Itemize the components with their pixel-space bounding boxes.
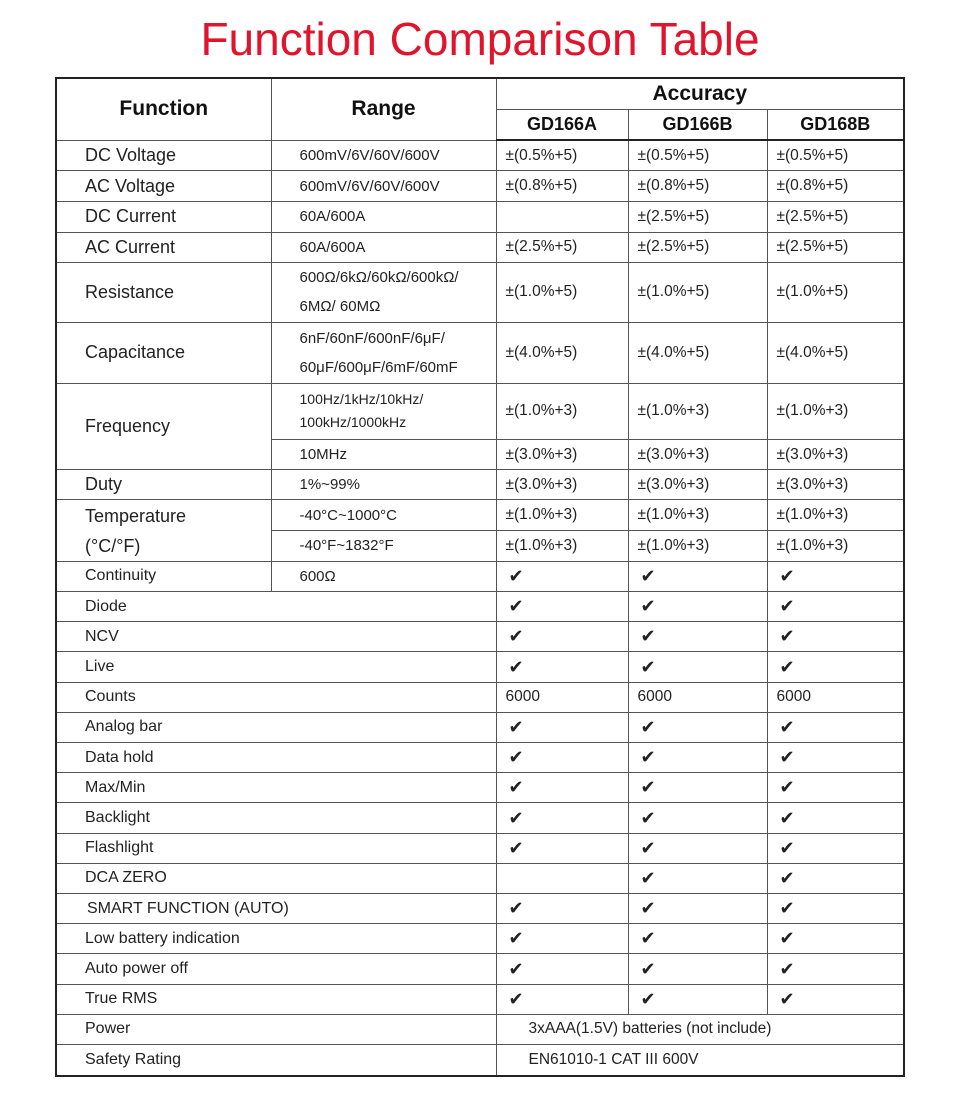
- check-icon: ✔: [628, 924, 767, 954]
- power-value: 3xAAA(1.5V) batteries (not include): [496, 1014, 904, 1044]
- check-icon: ✔: [767, 984, 904, 1014]
- table-row: [56, 863, 904, 893]
- check-icon: ✔: [767, 833, 904, 863]
- table-row: [56, 803, 904, 833]
- range-cell: -40°F~1832°F: [271, 531, 496, 562]
- check-icon: ✔: [496, 833, 628, 863]
- check-icon: ✔: [496, 652, 628, 682]
- check-icon: ✔: [767, 622, 904, 652]
- value-cell: ±(3.0%+3): [496, 470, 628, 500]
- range-header: Range: [271, 78, 496, 140]
- value-cell: ±(1.0%+3): [628, 531, 767, 562]
- range-line: 60μF/600μF/6mF/60mF: [299, 358, 458, 376]
- function-cell: Low battery indication: [56, 924, 496, 954]
- function-cell: AC Voltage: [56, 171, 271, 202]
- range-cell: 60A/600A: [271, 202, 496, 232]
- value-cell: 6000: [767, 682, 904, 712]
- value-cell: ±(1.0%+5): [767, 262, 904, 322]
- table-row: [56, 773, 904, 803]
- table-row: [56, 622, 904, 652]
- comparison-table: [55, 77, 905, 1077]
- range-line: 600Ω/6kΩ/60kΩ/600kΩ/: [299, 269, 459, 287]
- check-icon: ✔: [628, 984, 767, 1014]
- function-cell: SMART FUNCTION (AUTO): [56, 894, 496, 924]
- function-cell: True RMS: [56, 984, 496, 1014]
- table-row: [56, 652, 904, 682]
- table-row: [56, 894, 904, 924]
- value-cell: ±(1.0%+3): [496, 500, 628, 531]
- range-cell: [271, 323, 496, 383]
- check-icon: ✔: [628, 954, 767, 984]
- value-cell: ±(3.0%+3): [767, 440, 904, 470]
- function-cell: Auto power off: [56, 954, 496, 984]
- value-cell: ±(2.5%+5): [628, 232, 767, 262]
- value-cell: ±(0.8%+5): [496, 171, 628, 202]
- value-cell: ±(1.0%+5): [496, 262, 628, 322]
- function-cell: NCV: [56, 622, 496, 652]
- range-cell: 600Ω: [271, 561, 496, 591]
- value-cell: ±(3.0%+3): [628, 470, 767, 500]
- range-cell: 600mV/6V/60V/600V: [271, 140, 496, 170]
- check-icon: ✔: [767, 803, 904, 833]
- check-icon: ✔: [496, 984, 628, 1014]
- value-cell: ±(0.5%+5): [767, 140, 904, 170]
- function-cell: DCA ZERO: [56, 863, 496, 893]
- model-header-gd166b: GD166B: [628, 109, 767, 140]
- function-cell: Safety Rating: [56, 1045, 496, 1076]
- range-cell: [271, 262, 496, 322]
- check-icon: ✔: [628, 773, 767, 803]
- function-cell: Max/Min: [56, 773, 496, 803]
- range-cell: [271, 383, 496, 439]
- value-cell: ±(1.0%+3): [496, 383, 628, 439]
- range-line: 100kHz/1000kHz: [299, 414, 407, 431]
- check-icon: ✔: [767, 924, 904, 954]
- check-icon: ✔: [767, 773, 904, 803]
- check-icon: ✔: [628, 712, 767, 742]
- function-cell: [56, 500, 271, 561]
- range-cell: -40°C~1000°C: [271, 500, 496, 531]
- safety-rating-value: EN61010-1 CAT III 600V: [496, 1045, 904, 1076]
- table-row: [56, 232, 904, 262]
- check-icon: ✔: [628, 743, 767, 773]
- value-cell: ±(2.5%+5): [628, 202, 767, 232]
- function-line: (°C/°F): [85, 535, 141, 556]
- check-icon: ✔: [628, 803, 767, 833]
- table-row: [56, 470, 904, 500]
- table-row: [56, 323, 904, 383]
- check-icon: ✔: [628, 652, 767, 682]
- value-cell: ±(1.0%+3): [496, 531, 628, 562]
- check-icon: ✔: [496, 712, 628, 742]
- range-line: 6MΩ/ 60MΩ: [299, 298, 381, 316]
- value-cell: ±(1.0%+3): [767, 383, 904, 439]
- value-cell: ±(1.0%+5): [628, 262, 767, 322]
- check-icon: ✔: [767, 561, 904, 591]
- value-cell: ±(4.0%+5): [628, 323, 767, 383]
- value-cell: ±(3.0%+3): [496, 440, 628, 470]
- table-row: [56, 202, 904, 232]
- value-cell: ±(0.8%+5): [628, 171, 767, 202]
- check-icon: ✔: [767, 863, 904, 893]
- range-cell: 10MHz: [271, 440, 496, 470]
- check-icon: ✔: [496, 803, 628, 833]
- value-cell: ±(0.5%+5): [496, 140, 628, 170]
- check-icon: ✔: [628, 894, 767, 924]
- function-cell: Power: [56, 1014, 496, 1044]
- model-header-gd166a: GD166A: [496, 109, 628, 140]
- range-cell: 600mV/6V/60V/600V: [271, 171, 496, 202]
- check-icon: ✔: [628, 863, 767, 893]
- function-cell: Capacitance: [56, 323, 271, 383]
- range-cell: 1%~99%: [271, 470, 496, 500]
- check-icon: ✔: [496, 743, 628, 773]
- function-cell: DC Current: [56, 202, 271, 232]
- function-cell: Analog bar: [56, 712, 496, 742]
- table-row: [56, 592, 904, 622]
- value-cell: ±(2.5%+5): [767, 232, 904, 262]
- check-icon: ✔: [496, 592, 628, 622]
- table-row: [56, 171, 904, 202]
- function-cell: Duty: [56, 470, 271, 500]
- check-icon: ✔: [628, 622, 767, 652]
- function-header: Function: [56, 78, 271, 140]
- header-row: [56, 78, 904, 109]
- function-cell: Data hold: [56, 743, 496, 773]
- value-cell: ±(0.5%+5): [628, 140, 767, 170]
- table-row: [56, 383, 904, 439]
- table-row: [56, 712, 904, 742]
- check-icon: ✔: [767, 954, 904, 984]
- function-cell: Diode: [56, 592, 496, 622]
- check-icon: ✔: [496, 622, 628, 652]
- value-cell: ±(1.0%+3): [767, 531, 904, 562]
- value-cell: ±(3.0%+3): [628, 440, 767, 470]
- check-icon: ✔: [496, 773, 628, 803]
- check-icon: ✔: [496, 954, 628, 984]
- check-icon: ✔: [767, 743, 904, 773]
- table-row: [56, 262, 904, 322]
- table-row: [56, 924, 904, 954]
- function-cell: Resistance: [56, 262, 271, 322]
- function-cell: Frequency: [56, 383, 271, 470]
- function-line: Temperature: [85, 505, 187, 526]
- function-cell: Continuity: [56, 561, 271, 591]
- function-cell: AC Current: [56, 232, 271, 262]
- value-cell: ±(2.5%+5): [496, 232, 628, 262]
- check-icon: ✔: [767, 592, 904, 622]
- page-title: Function Comparison Table: [200, 13, 760, 65]
- check-icon: ✔: [496, 561, 628, 591]
- accuracy-header: Accuracy: [496, 78, 904, 109]
- value-cell: ±(4.0%+5): [496, 323, 628, 383]
- value-cell: [496, 202, 628, 232]
- function-cell: Counts: [56, 682, 496, 712]
- value-cell: ±(1.0%+3): [628, 383, 767, 439]
- check-icon: ✔: [628, 833, 767, 863]
- check-icon: ✔: [496, 924, 628, 954]
- table-row: [56, 682, 904, 712]
- model-header-gd168b: GD168B: [767, 109, 904, 140]
- empty-cell: [496, 863, 628, 893]
- table-row: [56, 833, 904, 863]
- value-cell: ±(2.5%+5): [767, 202, 904, 232]
- check-icon: ✔: [767, 652, 904, 682]
- table-row: [56, 954, 904, 984]
- function-cell: Live: [56, 652, 496, 682]
- table-row: [56, 1014, 904, 1044]
- range-cell: 60A/600A: [271, 232, 496, 262]
- table-row: [56, 561, 904, 591]
- value-cell: ±(4.0%+5): [767, 323, 904, 383]
- function-cell: Backlight: [56, 803, 496, 833]
- function-cell: Flashlight: [56, 833, 496, 863]
- check-icon: ✔: [767, 894, 904, 924]
- value-cell: ±(3.0%+3): [767, 470, 904, 500]
- function-cell: DC Voltage: [56, 140, 271, 170]
- value-cell: ±(1.0%+3): [767, 500, 904, 531]
- table-row: [56, 140, 904, 170]
- table-row: [56, 743, 904, 773]
- value-cell: 6000: [496, 682, 628, 712]
- table-row: [56, 984, 904, 1014]
- table-row: [56, 500, 904, 531]
- check-icon: ✔: [767, 712, 904, 742]
- range-line: 6nF/60nF/600nF/6μF/: [299, 329, 445, 347]
- check-icon: ✔: [628, 592, 767, 622]
- value-cell: 6000: [628, 682, 767, 712]
- table-row: [56, 1045, 904, 1076]
- check-icon: ✔: [496, 894, 628, 924]
- range-line: 100Hz/1kHz/10kHz/: [299, 391, 424, 408]
- check-icon: ✔: [628, 561, 767, 591]
- value-cell: ±(1.0%+3): [628, 500, 767, 531]
- value-cell: ±(0.8%+5): [767, 171, 904, 202]
